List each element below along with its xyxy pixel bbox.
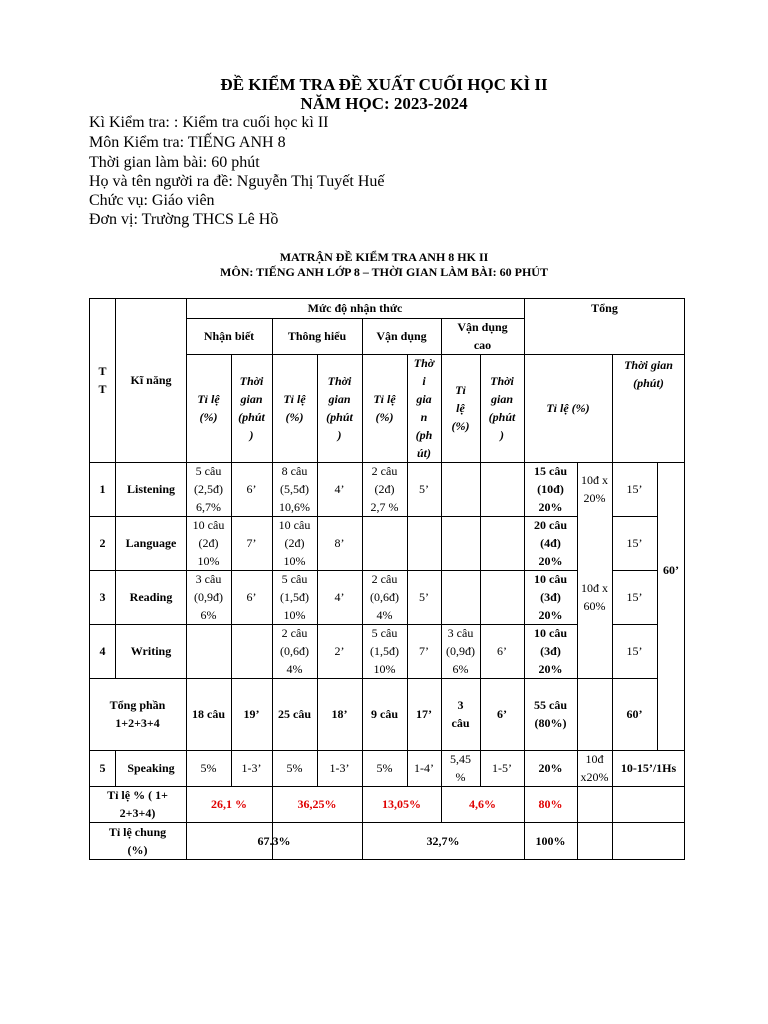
ratio-high-application: 4,6% [469,797,496,811]
row2-total-time: 15’ [626,536,643,550]
row5-vd-time: 1-4’ [414,761,434,775]
sum-total: 55 câu (80%) [534,698,567,730]
exam-name: Kì Kiểm tra: : Kiểm tra cuối học kì II [89,114,329,131]
header-rate-vd: Tỉ lệ (%) [373,392,396,424]
sum-vdc-time: 6’ [497,707,507,721]
general-total: 100% [535,834,566,848]
sum-vd-time: 17’ [416,707,432,721]
row5-skill: Speaking [127,761,175,775]
subject: Môn Kiểm tra: TIẾNG ANH 8 [89,134,286,151]
row5-nb-time: 1-3’ [241,761,262,775]
header-cognitive-level: Mức độ nhận thức [307,301,403,315]
header-skill: Kĩ năng [130,373,172,387]
row1-total-rate: 10đ x 20% [581,473,608,505]
row5-total-time: 10-15’/1Hs [620,761,677,775]
sum-vdc-count: 3 câu [451,698,470,730]
row5-th-time: 1-3’ [329,761,350,775]
row5-total: 20% [538,761,563,775]
header-rate-nb: Tỉ lệ (%) [197,392,220,424]
ratio-label: Tỉ lệ % ( 1+ 2+3+4) [107,788,168,820]
ratio-recognition: 26,1 % [211,797,247,811]
sum-th-count: 25 câu [278,707,311,721]
row4-vd-rate: 5 câu (1,5đ) 10% [370,626,399,676]
row1-no: 1 [99,482,106,496]
matrix-subtitle: MÔN: TIẾNG ANH LỚP 8 – THỜI GIAN LÀM BÀI: 60 PHÚT [220,265,548,279]
row1-total-time: 15’ [626,482,643,496]
header-application: Vận dụng [376,329,427,343]
row3-th-rate: 5 câu (1,5đ) 10% [280,572,309,622]
unit: Đơn vị: Trường THCS Lê Hồ [89,211,279,228]
row2-nb-rate: 10 câu (2đ) 10% [192,518,225,568]
header-total-rate: Tỉ lệ (%) [546,401,590,415]
row2-th-rate: 10 câu (2đ) 10% [278,518,311,568]
row3-total-time: 15’ [626,590,643,604]
header-total: Tổng [591,301,618,315]
matrix-title: MATRẬN ĐỀ KIỂM TRA ANH 8 HK II [279,250,489,264]
position: Chức vụ: Giáo viên [89,192,215,209]
row3-skill: Reading [129,590,173,604]
duration: Thời gian làm bài: 60 phút [89,154,260,171]
general-label: Tỉ lệ chung (%) [108,825,167,857]
row4-vdc-rate: 3 câu (0,9đ) 6% [446,626,475,676]
row1-skill: Listening [126,482,175,496]
row4-th-time: 2’ [334,644,345,658]
header-time-vdc: Thời gian (phút ) [488,374,516,442]
merged-rate-2-4: 10đ x 60% [581,581,608,613]
header-rate-th: Tỉ lệ (%) [283,392,306,424]
general-vd-vdc: 32,7% [426,834,460,848]
row3-nb-rate: 3 câu (0,9đ) 6% [194,572,223,622]
row3-total: 10 câu (3đ) 20% [534,572,567,622]
general-nb-th: 67.3% [257,834,291,848]
ratio-total: 80% [538,797,563,811]
row1-total: 15 câu (10đ) 20% [534,464,567,514]
row5-total-rate: 10đ x20% [580,752,609,784]
row3-vd-rate: 2 câu (0,6đ) 4% [370,572,399,622]
row5-vdc-time: 1-5’ [492,761,512,775]
header-time-th: Thời gian (phút ) [326,374,353,442]
row3-nb-time: 6’ [246,590,257,604]
header-time-vd: Thờ i gia n (ph út) [413,356,435,460]
header-rate-vdc: Tỉ lệ (%) [451,383,470,433]
row2-total: 20 câu (4đ) 20% [534,518,567,568]
ratio-comprehension: 36,25% [297,797,337,811]
row4-total: 10 câu (3đ) 20% [534,626,567,676]
row4-th-rate: 2 câu (0,6đ) 4% [280,626,309,676]
row5-th-rate: 5% [286,761,303,775]
row5-vd-rate: 5% [376,761,393,775]
row4-vd-time: 7’ [419,644,429,658]
row3-no: 3 [99,590,106,604]
row4-vdc-time: 6’ [497,644,507,658]
row5-no: 5 [99,761,106,775]
row1-nb-rate: 5 câu (2,5đ) 6,7% [194,464,223,514]
ratio-application: 13,05% [382,797,421,811]
row1-nb-time: 6’ [246,482,257,496]
row4-total-time: 15’ [626,644,643,658]
sum-total-time: 60’ [626,707,643,721]
header-comprehension: Thông hiểu [287,329,347,343]
sum-label: Tổng phần 1+2+3+4 [109,698,166,730]
sum-nb-time: 19’ [243,707,260,721]
row5-vdc-rate: 5,45 % [450,752,471,784]
row4-no: 4 [99,644,106,658]
row2-nb-time: 7’ [246,536,257,550]
header-high-application: Vận dụng cao [457,320,508,352]
row5-nb-rate: 5% [200,761,217,775]
row4-skill: Writing [130,644,172,658]
row3-th-time: 4’ [334,590,345,604]
row1-th-rate: 8 câu (5,5đ) 10,6% [279,464,310,514]
author: Họ và tên người ra đề: Nguyễn Thị Tuyết Huế [89,173,385,190]
sum-nb-count: 18 câu [192,707,225,721]
row1-th-time: 4’ [334,482,345,496]
row1-vd-rate: 2 câu (2đ) 2,7 % [370,464,399,514]
row2-th-time: 8’ [334,536,345,550]
header-time-nb: Thời gian (phút ) [238,374,265,442]
header-recognition: Nhận biết [203,329,255,343]
school-year: NĂM HỌC: 2023-2024 [300,94,468,113]
row1-vd-time: 5’ [419,482,429,496]
sum-vd-count: 9 câu [371,707,398,721]
row2-no: 2 [99,536,106,550]
merged-total-60: 60’ [663,563,679,577]
row2-skill: Language [125,536,177,550]
sum-th-time: 18’ [331,707,348,721]
header-total-time: Thời gian (phút) [624,358,673,390]
header-tt: T T [98,364,107,396]
document-title: ĐỀ KIỂM TRA ĐỀ XUẤT CUỐI HỌC KÌ II [220,75,548,94]
row3-vd-time: 5’ [419,590,429,604]
